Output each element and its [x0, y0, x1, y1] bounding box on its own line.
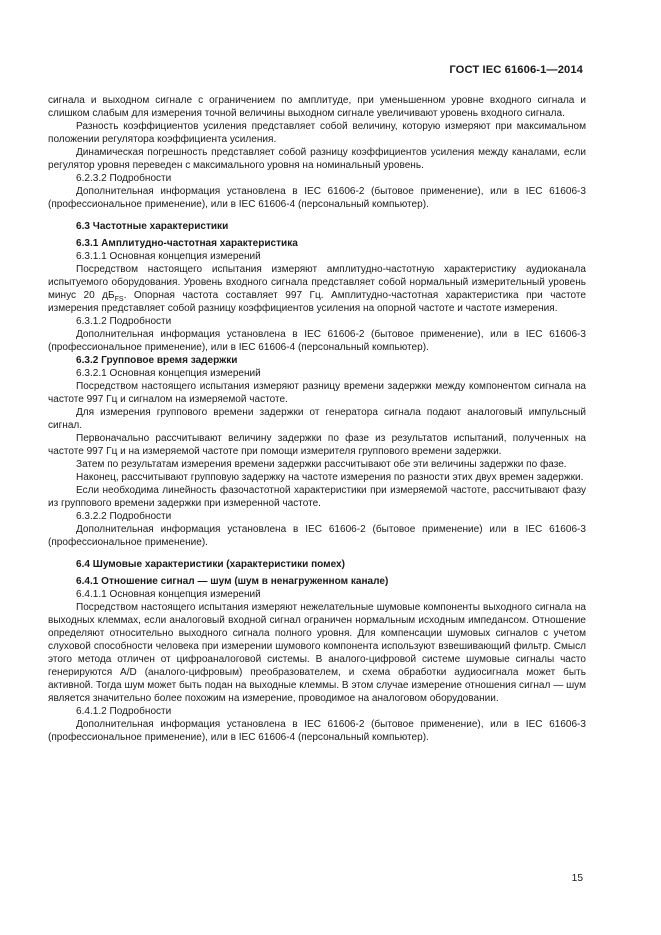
document-header: ГОСТ IEC 61606-1—2014	[449, 64, 583, 76]
paragraph: Посредством настоящего испытания измеряют нежелательные шумовые компоненты выходного сигнала на выходных клеммах, если аналоговый входной сигнал ограничен нормальным исходным импедансом. Отношение определяют относительно выходного сигнала полного уровня. Для компенсации шумовых сигналов с учетом слуховой способности человека при измерении шумового компонента используют взвешивающий фильтр. Смысл этого метода отличен от цифроаналоговой системы. В аналого-цифровой системе шумовые сигналы часто генерируются A/D (аналого-цифровым) преобразователем, и схема обработки аудиосигнала может быть активной. Тогда шум может быть подан на выходные клеммы. В этом случае измерение отношения сигнал — шум является значительно более похожим на измерение, проводимое на аналоговом оборудовании.	[48, 602, 586, 704]
paragraph: сигнала и выходном сигнале с ограничением по амплитуде, при уменьшенном уровне входного сигнала и слишком слабым для измерения точной величины выходном сигнале увеличивают уровень входного сигнала.	[48, 95, 586, 119]
section-heading: 6.4 Шумовые характеристики (характеристики помех)	[76, 559, 345, 570]
paragraph: Посредством настоящего испытания измеряют разницу времени задержки между компонентом сигнала на частоте 997 Гц и сигналом на измеряемой частоте.	[48, 381, 586, 405]
paragraph: Дополнительная информация установлена в IEC 61606-2 (бытовое применение), или в IEC 61606-3 (профессиональное применение), или в IEC 61606-4 (персональный компьютер).	[48, 329, 586, 353]
subsection-heading: 6.3.2.1 Основная концепция измерений	[76, 368, 261, 379]
paragraph: Разность коэффициентов усиления представляет собой величину, которую измеряют при максимальном положении регулятора коэффициента усиления.	[48, 121, 586, 145]
paragraph: Дополнительная информация установлена в IEC 61606-2 (бытовое применение), или в IEC 61606-3 (профессиональное применение), или в IEC 61606-4 (персональный компьютер).	[48, 186, 586, 210]
subsection-heading: 6.3.2.2 Подробности	[76, 511, 172, 522]
paragraph: Дополнительная информация установлена в IEC 61606-2 (бытовое применение), или в IEC 61606-3 (профессиональное применение), или в IEC 61606-4 (персональный компьютер).	[48, 719, 586, 743]
paragraph: Дополнительная информация установлена в IEC 61606-2 (бытовое применение) или в IEC 61606-3 (профессиональное применение).	[48, 524, 586, 548]
paragraph: Первоначально рассчитывают величину задержки по фазе из результатов испытаний, полученных на частоте 997 Гц и на измеряемой частоте при помощи измерителя группового времени задержки.	[48, 433, 586, 457]
subsection-heading: 6.3.1.2 Подробности	[76, 316, 172, 327]
paragraph-text: Посредством настоящего испытания измеряют амплитудно-частотную характеристику аудиоканала испытуемого оборудования. Уровень входного сигнала представляет собой нормальный измерительный уровень минус 20 дБ	[48, 264, 586, 301]
paragraph: Для измерения группового времени задержки от генератора сигнала подают аналоговый импульсный сигнал.	[48, 407, 586, 431]
page-number: 15	[571, 873, 583, 884]
paragraph: Динамическая погрешность представляет собой разницу коэффициентов усиления между каналами, если регулятор уровня переведен с максимального уровня на номинальный уровень.	[48, 147, 586, 171]
subsection-heading: 6.3.1 Амплитудно-частотная характеристика	[76, 238, 298, 249]
document-body	[48, 94, 586, 744]
paragraph: Наконец, рассчитывают групповую задержку на частоте измерения по разности этих двух времен задержки.	[76, 472, 584, 483]
subsection-heading: 6.2.3.2 Подробности	[76, 173, 172, 184]
subsection-heading: 6.4.1.1 Основная концепция измерений	[76, 589, 261, 600]
subscript: FS	[114, 296, 124, 303]
subsection-heading: 6.4.1 Отношение сигнал — шум (шум в ненагруженном канале)	[76, 576, 389, 587]
paragraph-text: . Опорная частота составляет 997 Гц. Амплитудно-частотная характеристика при частоте измерения представляет собой разницу коэффициентов усиления на опорной частоте и частоте измерения.	[48, 290, 586, 314]
paragraph: Затем по результатам измерения времени задержки рассчитывают обе эти величины задержки по фазе.	[76, 459, 567, 470]
subsection-heading: 6.4.1.2 Подробности	[76, 706, 172, 717]
section-heading: 6.3 Частотные характеристики	[76, 221, 229, 232]
subsection-heading: 6.3.1.1 Основная концепция измерений	[76, 251, 261, 262]
paragraph	[48, 263, 586, 315]
paragraph: Если необходима линейность фазочастотной характеристики при измеряемой частоте, рассчитывают фазу из группового времени задержки при измеренной частоте.	[48, 485, 586, 509]
subsection-heading: 6.3.2 Групповое время задержки	[76, 355, 238, 366]
